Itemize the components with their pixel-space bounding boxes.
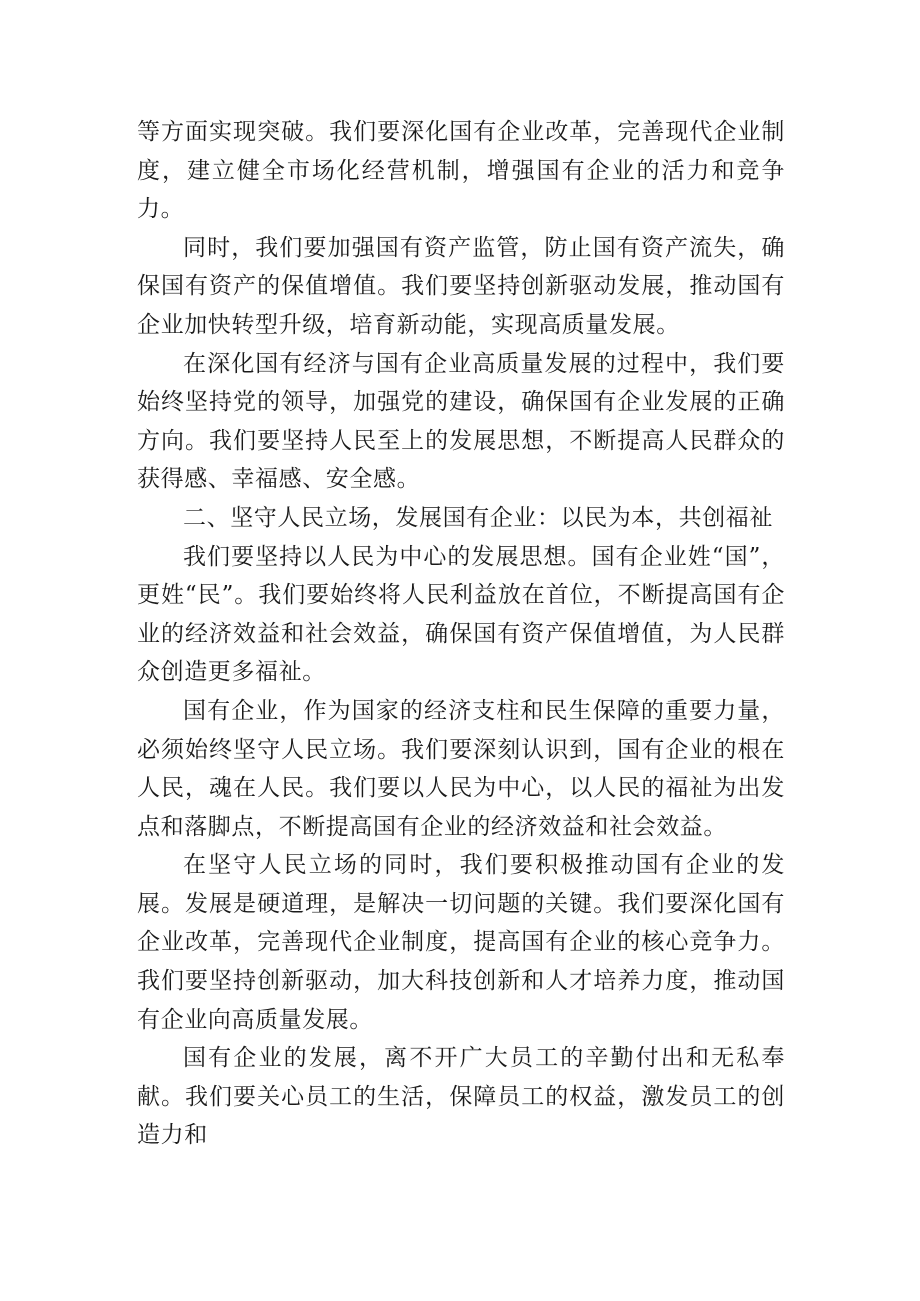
paragraph-people-stance: 国有企业，作为国家的经济支柱和民生保障的重要力量，必须始终坚守人民立场。我们要深刻认识到，国有企业的根在人民，魂在人民。我们要以人民为中心，以人民的福祉为出发点和落脚点，不断提高国有企业的经济效益和社会效益。 — [137, 697, 785, 840]
paragraph-employees: 国有企业的发展，离不开广大员工的辛勤付出和无私奉献。我们要关心员工的生活，保障员工的权益，激发员工的创造力和 — [137, 1045, 785, 1149]
paragraph-party-leadership: 在深化国有经济与国有企业高质量发展的过程中，我们要始终坚持党的领导，加强党的建设，确保国有企业发展的正确方向。我们要坚持人民至上的发展思想，不断提高人民群众的获得感、幸福感、安全感。 — [137, 350, 785, 493]
paragraph-development: 在坚守人民立场的同时，我们要积极推动国有企业的发展。发展是硬道理，是解决一切问题的关键。我们要深化国有企业改革，完善现代企业制度，提高国有企业的核心竞争力。我们要坚持创新驱动，加大科技创新和人才培养力度，推动国有企业向高质量发展。 — [137, 852, 785, 1033]
paragraph-people-centered: 我们要坚持以人民为中心的发展思想。国有企业姓“国”，更姓“民”。我们要始终将人民利益放在首位，不断提高国有企业的经济效益和社会效益，确保国有资产保值增值，为人民群众创造更多福祉。 — [137, 543, 785, 686]
section-heading-2: 二、坚守人民立场，发展国有企业：以民为本，共创福祉 — [183, 504, 773, 531]
paragraph-asset-supervision: 同时，我们要加强国有资产监管，防止国有资产流失，确保国有资产的保值增值。我们要坚持创新驱动发展，推动国有企业加快转型升级，培育新动能，实现高质量发展。 — [137, 234, 785, 338]
document-body — [137, 113, 785, 1155]
paragraph-continued: 等方面实现突破。我们要深化国有企业改革，完善现代企业制度，建立健全市场化经营机制，增强国有企业的活力和竞争力。 — [137, 119, 785, 223]
